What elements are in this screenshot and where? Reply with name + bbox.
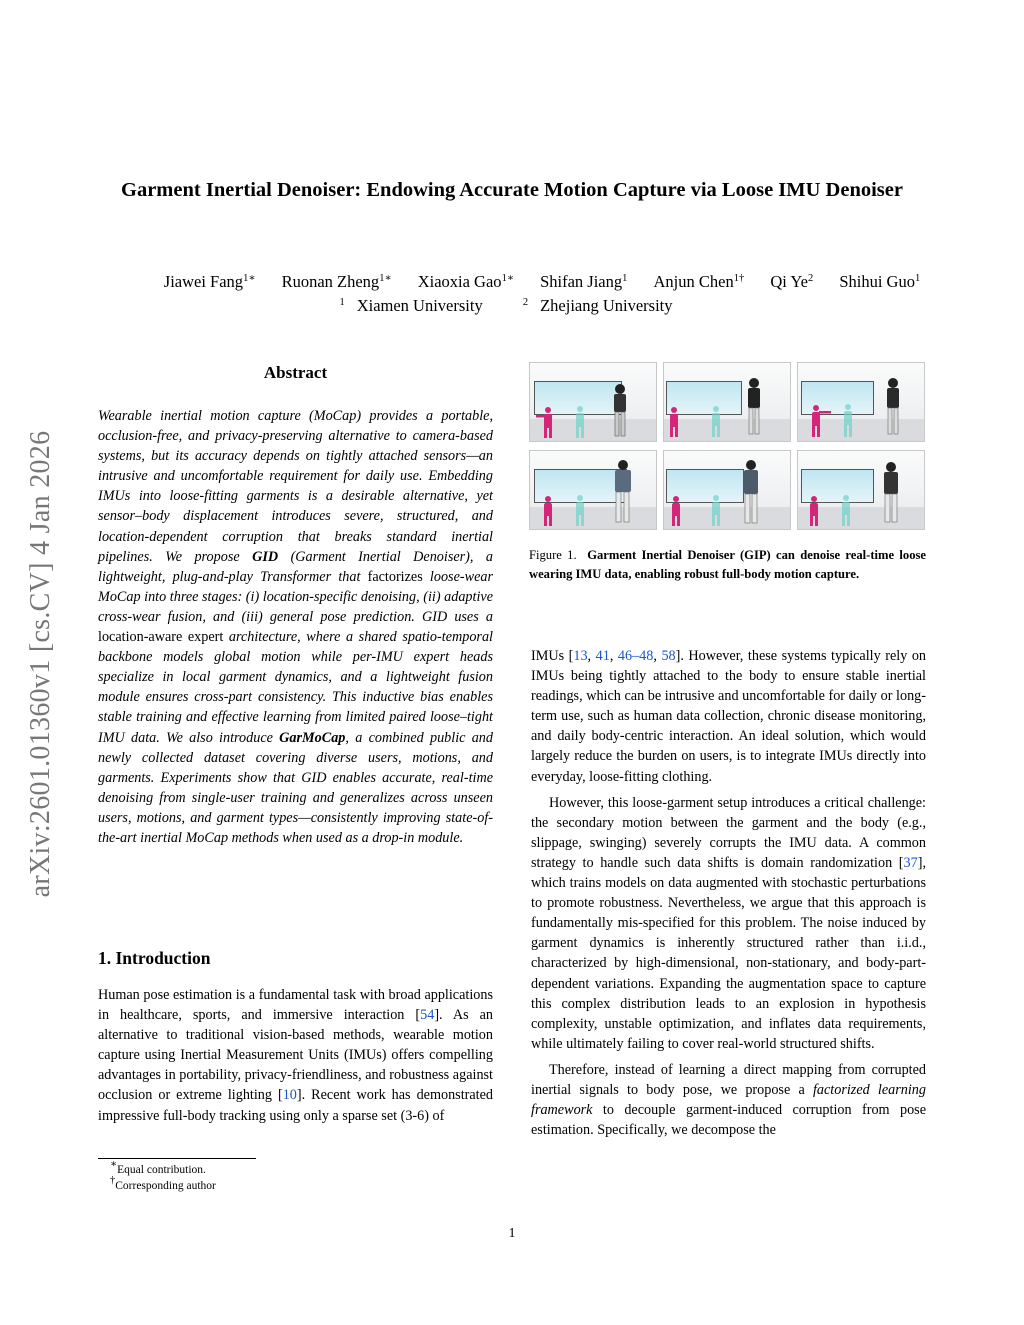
footnote: ∗Equal contribution.	[110, 1159, 206, 1176]
paper-title: Garment Inertial Denoiser: Endowing Accurate Motion Capture via Loose IMU Denoiser	[121, 179, 903, 201]
figure-1-photo-grid	[529, 362, 926, 532]
author-list	[60, 270, 1024, 294]
author: Xiaoxia Gao$^{1∗}$	[417, 272, 514, 291]
citation-link[interactable]: 41	[595, 648, 610, 664]
figure-photo	[529, 450, 657, 530]
arxiv-stamp: arXiv:2601.01360v1 [cs.CV] 4 Jan 2026	[25, 430, 56, 898]
affiliations	[60, 294, 964, 318]
paragraph: IMUs [13, 41, 46–48, 58]. However, these systems typically rely on IMUs being tightly attached to the body to ensure stable inertial readings, which can be intrusive and uncomfortable for daily or long-term use, such as human data collection, chronic disease monitoring, and daily body-centric interaction. An ideal solution, which would largely reduce the burden on users, is to integrate IMUs directly into everyday, loose-fitting clothing.	[531, 648, 927, 785]
figure-photo	[529, 362, 657, 442]
author: Shihui Guo$^1$	[839, 272, 921, 291]
figure-caption: Figure 1. Garment Inertial Denoiser (GIP) can denoise real-time loose wearing IMU data, enabling robust full-body motion capture.	[529, 548, 926, 581]
paragraph: Therefore, instead of learning a direct mapping from corrupted inertial signals to body pose, we propose a factorized learning framework to decouple garment-induced corruption from pose estimation. Specifically, we decompose the	[531, 1061, 926, 1139]
citation-link[interactable]: 37	[903, 854, 918, 871]
footnote-rule	[98, 1158, 256, 1159]
citation-link[interactable]: 54	[420, 1007, 435, 1024]
affiliation: $^1$ Xiamen University	[339, 296, 483, 315]
figure-photo	[797, 362, 925, 442]
right-column-text	[531, 646, 926, 1140]
figure-photo	[663, 450, 791, 530]
author: Shifan Jiang$^1$	[540, 272, 628, 291]
citation-link[interactable]: 48	[639, 648, 654, 664]
citation-link[interactable]: 58	[661, 648, 676, 664]
author: Anjun Chen$^{1\dagger}$	[653, 272, 745, 291]
figure-photo	[663, 362, 791, 442]
abstract-heading: Abstract	[263, 363, 328, 382]
figure-photo	[797, 450, 925, 530]
intro-paragraph: Human pose estimation is a fundamental task with broad applications in healthcare, sports, and immersive interaction [54]. As an alternative to traditional vision-based methods, wearable motion capture using Inertial Measurement Units (IMUs) offers compelling advantages in portability, privacy-friendliness, and robustness against occlusion or extreme lighting [10]. Recent work has demonstrated impressive full-body tracking using only a sparse set (3-6) of	[98, 987, 493, 1124]
page-number: 1	[508, 1226, 516, 1241]
footnote: †Corresponding author	[110, 1175, 216, 1192]
affiliation: $^2$ Zhejiang University	[522, 296, 673, 315]
author: Ruonan Zheng$^{1∗}$	[281, 272, 392, 291]
paragraph: However, this loose-garment setup introduces a critical challenge: the secondary motion between the garment and the body (e.g., slippage, swinging) severely corrupts the IMU data. A common strategy to handle such data shifts is domain randomization [37], which trains models on data augmented with stochastic perturbations to promote robustness. Nevertheless, we argue that this approach is fundamentally mis-specified for this problem. The noise induced by garment dynamics is inherently structured rather than i.i.d., characterized by high-dimensional, non-stationary, and body-part-dependent variations. Expanding the augmentation space to capture this complex distribution leads to an explosion in hypothesis complexity, unstable optimization, and inflates data requirements, while ultimately failing to cover real-world structured shifts.	[531, 794, 926, 1052]
section-heading-introduction: 1. Introduction	[98, 948, 211, 968]
citation-link[interactable]: 10	[282, 1087, 297, 1104]
citation-link[interactable]: 13	[573, 648, 588, 664]
citation-link[interactable]: 46	[617, 648, 633, 664]
author: Qi Ye$^2$	[770, 272, 814, 291]
author: Jiawei Fang$^{1∗}$	[163, 272, 256, 291]
abstract-body: Wearable inertial motion capture (MoCap) provides a portable, occlusion-free, and privacy-preserving alternative to camera-based systems, but its accuracy depends on tightly attached sensors—an intrusive and uncomfortable requirement for daily use. Embedding IMUs into loose-fitting garments is a desirable alternative, yet sensor–body displacement introduces severe, structured, and location-dependent corruption that breaks standard inertial pipelines. We propose GID (Garment Inertial Denoiser), a lightweight, plug-and-play Transformer that factorizes loose-wear MoCap into three stages: (i) location-specific denoising, (ii) adaptive cross-wear fusion, and (iii) general pose prediction. GID uses a location-aware expert architecture, where a shared spatio-temporal backbone models global motion while per-IMU expert heads specialize in local garment dynamics, and a lightweight fusion module ensures cross-part consistency. This inductive bias enables stable training and effective learning from limited paired loose–tight IMU data. We also introduce GarMoCap, a combined public and newly collected dataset covering diverse users, motions, and garments. Experiments show that GID enables accurate, real-time denoising from single-user training and generalizes across unseen users, motions, and garment types—consistently improving state-of-the-art inertial MoCap methods when used as a drop-in module.	[98, 408, 493, 846]
